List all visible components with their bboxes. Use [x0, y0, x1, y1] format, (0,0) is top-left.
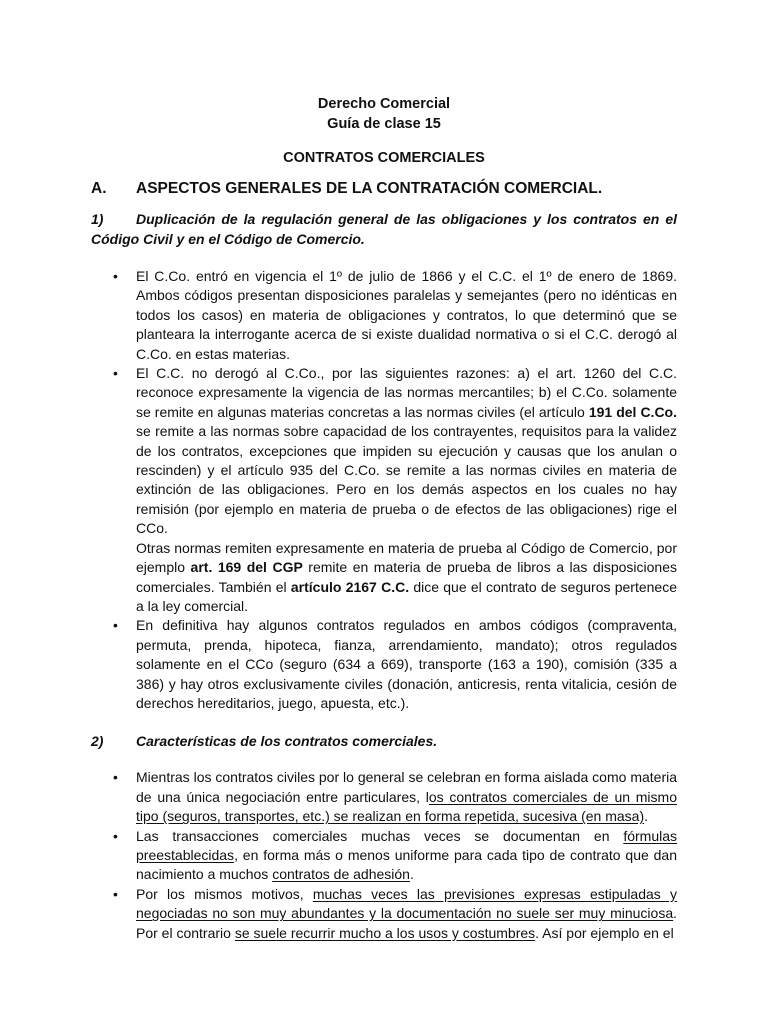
- subsection-1-heading: [91, 210, 677, 249]
- list-item-text: El C.Co. entró en vigencia el 1º de julio de 1866 y el C.C. el 1º de enero de 1869. Ambos códigos presentan disposiciones paralelas y semejantes (pero no idénticas en todos los casos) en materia de obligaciones y contratos, lo que determinó que se planteara la interrogante acerca de si existe dualidad normativa o si el C.C. derogó al C.Co. en estas materias.: [136, 268, 677, 362]
- subsection-1-number: 1): [91, 211, 104, 227]
- underlined-text: se suele recurrir mucho a los usos y costumbres: [234, 924, 536, 941]
- bullet-icon: •: [113, 617, 118, 634]
- list-item: [91, 267, 677, 364]
- subsection-2-heading: [91, 731, 677, 751]
- text-run: . Así por ejemplo en el: [535, 924, 674, 941]
- list-item-paragraph: [136, 364, 677, 539]
- bullet-icon: •: [113, 365, 118, 382]
- bold-reference: 191 del C.Co.: [588, 403, 677, 420]
- subsection-2-number: 2): [91, 733, 104, 750]
- section-a-number: A.: [91, 180, 107, 197]
- guide-title: Guía de clase 15: [327, 116, 441, 132]
- subsection-1-title: Duplicación de la regulación general de las obligaciones y los contratos en el Código Civil y en el Código de Comercio.: [91, 211, 677, 247]
- course-title: Derecho Comercial: [317, 96, 451, 112]
- text-run: dice que el contrato de seguros pertenece a la ley comercial.: [136, 578, 677, 614]
- underlined-text: os contratos comerciales de un mismo tipo (seguros, transportes, etc.) se realizan en forma repetida, sucesiva (en masa): [136, 788, 677, 825]
- bullet-list-2: [91, 768, 677, 943]
- text-run: se remite a las normas sobre capacidad de los contrayentes, requisitos para la validez de los contratos, excepciones que impiden su ejecución y causas que los anulan o rescinden) y el artículo 935 del C.Co. se remite a las normas civiles en materia de extinción de las obligaciones. Pero en los demás aspectos en los cuales no hay remisión (por ejemplo en materia de prueba o de efectos de las obligaciones) rige el CCo.: [136, 423, 677, 537]
- text-run: Mientras los contratos civiles por lo general se celebran en forma aislada como materia de una única negociación entre particulares, l: [136, 769, 677, 805]
- list-item: [91, 768, 677, 826]
- text-run: Otras normas remiten expresamente en materia de prueba al Código de Comercio, por ejemplo: [136, 539, 677, 576]
- text-run: . Por el contrario: [136, 905, 677, 941]
- text-run: .: [409, 866, 414, 883]
- list-item: [91, 364, 677, 616]
- list-item: [91, 616, 677, 713]
- text-run: remite en materia de prueba de libros a las disposiciones comerciales. También el: [136, 559, 677, 595]
- list-item: [91, 885, 677, 943]
- text-run: , en forma más o menos uniforme para cada tipo de contrato que dan nacimiento a muchos: [136, 846, 677, 883]
- bullet-icon: •: [113, 268, 118, 284]
- bold-reference: art. 169 del CGP: [190, 559, 303, 576]
- bullet-icon: •: [113, 885, 118, 902]
- list-item-text: En definitiva hay algunos contratos regulados en ambos códigos (compraventa, permuta, prenda, hipoteca, fianza, arrendamiento, mandato); otros regulados solamente en el CCo (seguro (634 a 669), transporte (163 a 190), comisión (335 a 386) y hay otros exclusivamente civiles (donación, anticresis, renta vitalicia, cesión de derechos hereditarios, juego, apuesta, etc.).: [136, 617, 677, 711]
- main-heading: CONTRATOS COMERCIALES: [283, 150, 485, 166]
- section-a-title: ASPECTOS GENERALES DE LA CONTRATACIÓN COMERCIAL.: [136, 180, 603, 197]
- list-item: [91, 827, 677, 885]
- bullet-list-1: [91, 267, 677, 713]
- underlined-text: fórmulas preestablecidas: [136, 827, 677, 863]
- bullet-icon: •: [113, 827, 118, 844]
- bullet-icon: •: [113, 769, 118, 786]
- underlined-text: contratos de adhesión: [272, 866, 410, 883]
- subsection-2-title: Características de los contratos comerciales.: [136, 733, 438, 750]
- text-run: Por los mismos motivos,: [136, 885, 313, 902]
- list-item-paragraph: [136, 539, 677, 617]
- text-run: Las transacciones comerciales muchas veces se documentan en: [136, 827, 624, 844]
- underlined-text: muchas veces las previsiones expresas estipuladas y negociadas no son muy abundantes y la documentación no suele ser muy minuciosa: [136, 885, 677, 922]
- text-run: El C.C. no derogó al C.Co., por las siguientes razones: a) el art. 1260 del C.C. reconoce expresamente la vigencia de las normas mercantiles; b) el C.Co. solamente se remite en algunas materias concretas a las normas civiles (el artículo: [136, 365, 677, 420]
- bold-reference: artículo 2167 C.C.: [290, 578, 410, 595]
- section-a-heading: [91, 178, 677, 200]
- text-run: .: [644, 808, 649, 825]
